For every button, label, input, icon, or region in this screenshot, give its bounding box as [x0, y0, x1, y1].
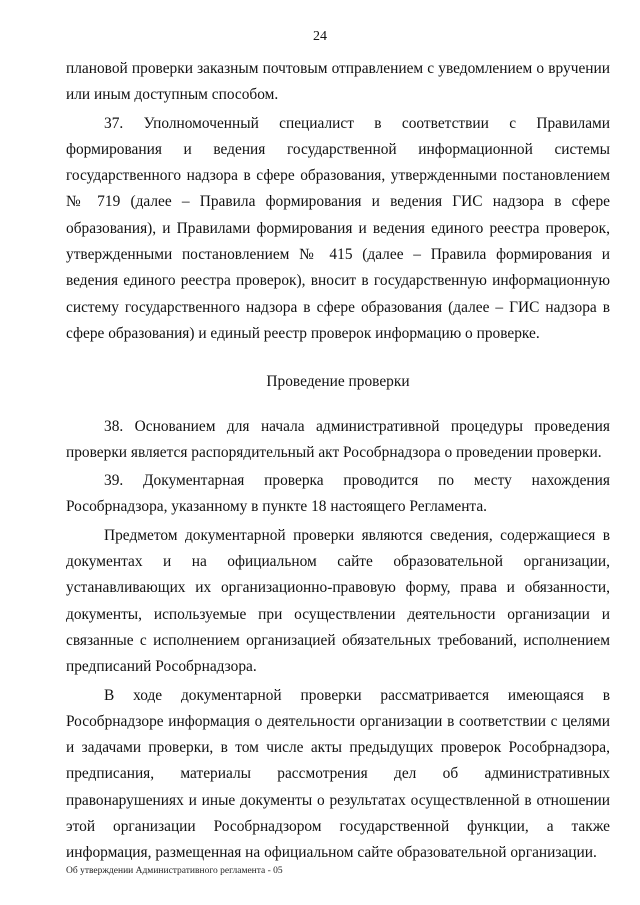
- document-body: [66, 56, 610, 867]
- paragraph-39: 39. Документарная проверка проводится по месту нахождения Рособрнадзора, указанному в пункте 18 настоящего Регламента.: [66, 472, 610, 516]
- paragraph-continuation: плановой проверки заказным почтовым отправлением с уведомлением о вручении или иным доступным способом.: [66, 60, 610, 104]
- page-footer: Об утверждении Административного регламента - 05: [66, 866, 283, 876]
- paragraph-subject: Предметом документарной проверки являются сведения, содержащиеся в документах и на официальном сайте образовательной организации, устанавливающих их организационно-правовую форму, права и обязанности, документы, используемые при осуществлении деятельности организации и связанные с исполнением организацией обязательных требований, исполнением предписаний Рособрнадзора.: [66, 526, 610, 676]
- page-number: 24: [313, 29, 327, 44]
- paragraph-review: В ходе документарной проверки рассматривается имеющаяся в Рособрнадзоре информация о деятельности организации в соответствии с целями и задачами проверки, в том числе акты предыдущих проверок Рособрнадзора, предписания, материалы рассмотрения дел об административных правонарушениях и иные документы о результатах осуществленной в отношении этой организации Рособрнадзором государственной функции, а также информация, размещенная на официальном сайте образовательной организации.: [66, 686, 610, 862]
- paragraph-37: 37. Уполномоченный специалист в соответствии с Правилами формирования и ведения государственной информационной системы государственного надзора в сфере образования, утвержденными постановлением № 719 (далее – Правила формирования и ведения ГИС надзора в сфере образования), и Правилами формирования и ведения единого реестра проверок, утвержденными постановлением № 415 (далее – Правила формирования и ведения единого реестра проверок), вносит в государственную информационную систему государственного надзора в сфере образования (далее – ГИС надзора в сфере образования) и единый реестр проверок информацию о проверке.: [66, 114, 610, 342]
- section-heading: Проведение проверки: [266, 373, 410, 391]
- paragraph-38: 38. Основанием для начала административной процедуры проведения проверки является распорядительный акт Рособрнадзора о проведении проверки.: [66, 417, 610, 461]
